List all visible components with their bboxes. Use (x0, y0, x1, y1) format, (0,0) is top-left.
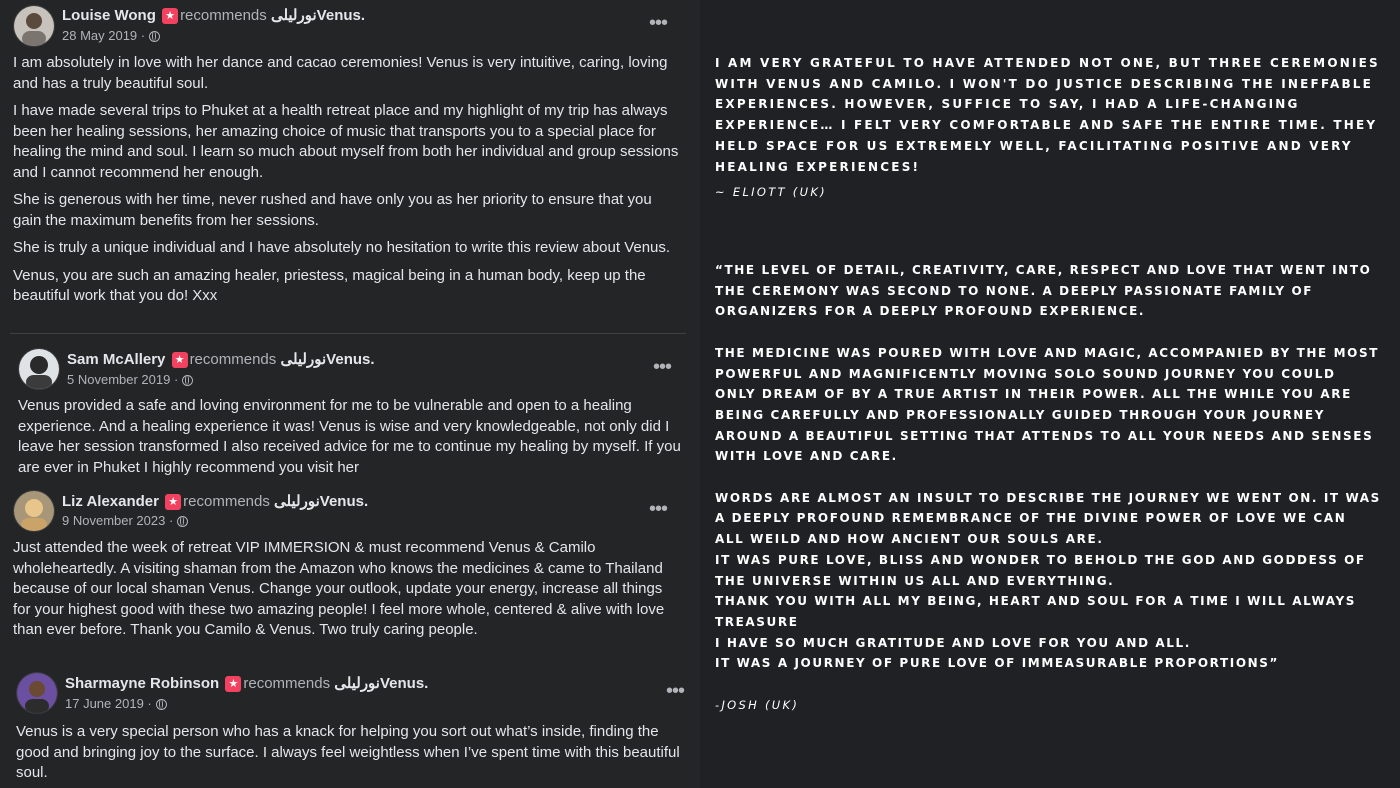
reviewer-name[interactable]: Louise Wong (62, 7, 156, 24)
globe-icon (149, 31, 160, 42)
quote-line: I HAVE SO MUCH GRATITUDE AND LOVE FOR YOU AND ALL. (715, 635, 1191, 650)
review-body (13, 538, 683, 641)
recommends-text: recommends (180, 7, 267, 24)
quote-line: EXPERIENCE… I FELT VERY COMFORTABLE AND SAFE THE ENTIRE TIME. THEY (715, 118, 1378, 133)
quote-line: HELD SPACE FOR US EXTREMELY WELL, FACILITATING POSITIVE AND VERY (715, 138, 1353, 153)
review-paragraph: Venus is a very special person who has a knack for helping you sort out what’s inside, finding the good and bringing joy to the surface. I always feel weightless when I’ve spent time with this beautiful soul. (16, 723, 680, 781)
quote-line: ONLY DREAM OF BY A TRUE ARTIST IN THEIR POWER. ALL THE WHILE YOU ARE (715, 387, 1352, 402)
post-date-line (65, 696, 167, 711)
testimonials-panel (700, 0, 1400, 788)
more-options-icon[interactable]: ••• (653, 356, 672, 378)
recommends-text: recommends (243, 675, 331, 692)
post-date[interactable]: 5 November 2019 · (67, 372, 179, 387)
quote-line: A DEEPLY PROFOUND REMEMBRANCE OF THE DIVINE POWER OF LOVE WE CAN (715, 511, 1347, 526)
post-date[interactable]: 28 May 2019 · (62, 28, 146, 43)
quote-line: TREASURE (715, 614, 799, 629)
review-header (67, 350, 375, 368)
quote-line: POWERFUL AND MAGNIFICENTLY MOVING SOLO SOUND JOURNEY YOU COULD (715, 366, 1336, 381)
page-name[interactable]: نورليلىVenus. (280, 351, 375, 368)
recommend-star-icon: ★ (172, 352, 188, 368)
review-paragraph: I have made several trips to Phuket at a health retreat place and my highlight of my trip has always been her healing sessions, her amazing choice of music that transports you to a special place for healing the mind and soul. I learn so much about myself from both her individual and group sessions and I cannot recommend her enough. (13, 102, 679, 181)
quote-line: WORDS ARE ALMOST AN INSULT TO DESCRIBE THE JOURNEY WE WENT ON. IT WAS (715, 490, 1381, 505)
recommend-star-icon: ★ (165, 494, 181, 510)
testimonial-attribution: -JOSH (UK) (715, 698, 800, 712)
quote-line: WITH VENUS AND CAMILO. I WON'T DO JUSTICE DESCRIBING THE INEFFABLE (715, 76, 1374, 91)
post-date[interactable]: 17 June 2019 · (65, 696, 152, 711)
review-header (62, 492, 368, 510)
globe-icon (177, 516, 188, 527)
quote-line: “THE LEVEL OF DETAIL, CREATIVITY, CARE, RESPECT AND LOVE THAT WENT INTO (715, 263, 1372, 277)
avatar[interactable] (13, 5, 55, 47)
more-options-icon[interactable]: ••• (649, 498, 668, 520)
avatar[interactable] (13, 490, 55, 532)
more-options-icon[interactable]: ••• (666, 680, 685, 702)
avatar[interactable] (18, 348, 60, 390)
review-body (18, 396, 683, 478)
testimonial-attribution: ~ ELIOTT (UK) (715, 185, 827, 199)
quote-line: I AM VERY GRATEFUL TO HAVE ATTENDED NOT ONE, BUT THREE CEREMONIES (715, 56, 1380, 70)
review-header (65, 674, 428, 692)
page-name[interactable]: نورليلىVenus. (334, 675, 429, 692)
review-paragraph: Just attended the week of retreat VIP IMMERSION & must recommend Venus & Camilo wholeheartedly. A visiting shaman from the Amazon who knows the medicines & came to Thailand because of our local shaman Venus. Change your outlook, update your energy, increase all things for your highest good with these two amazing people! I feel more whole, centered & alive with love than ever before. Thank you Camilo & Venus. Two truly caring people. (13, 539, 665, 638)
divider (10, 333, 686, 334)
reviewer-name[interactable]: Liz Alexander (62, 493, 159, 510)
quote-line: THE UNIVERSE WITHIN US ALL AND EVERYTHING. (715, 573, 1115, 588)
review-paragraph: She is truly a unique individual and I have absolutely no hesitation to write this review about Venus. (13, 239, 671, 256)
recommends-text: recommends (189, 351, 277, 368)
post-date[interactable]: 9 November 2023 · (62, 513, 174, 528)
post-date-line (62, 28, 160, 43)
quote-line: ORGANIZERS FOR A DEEPLY PROFOUND EXPERIENCE. (715, 304, 1146, 319)
more-options-icon[interactable]: ••• (649, 12, 668, 34)
post-date-line (67, 372, 193, 387)
reviewer-name[interactable]: Sharmayne Robinson (65, 675, 220, 692)
recommend-star-icon: ★ (225, 676, 241, 692)
quote-line: THE CEREMONY WAS SECOND TO NONE. A DEEPLY PASSIONATE FAMILY OF (715, 283, 1314, 298)
globe-icon (182, 375, 193, 386)
recommend-star-icon: ★ (162, 8, 178, 24)
post-date-line (62, 513, 188, 528)
review-paragraph: She is generous with her time, never rushed and have only you as her priority to ensure that you gain the maximum benefits from her sessions. (13, 191, 652, 229)
quote-line: IT WAS PURE LOVE, BLISS AND WONDER TO BEHOLD THE GOD AND GODDESS OF (715, 552, 1366, 567)
page-name[interactable]: نورليلىVenus. (270, 7, 366, 24)
avatar[interactable] (16, 672, 58, 714)
quote-line: THANK YOU WITH ALL MY BEING, HEART AND SOUL FOR A TIME I WILL ALWAYS (715, 594, 1357, 609)
review-paragraph: Venus, you are such an amazing healer, priestess, magical being in a human body, keep up the beautiful work that you do! Xxx (13, 266, 646, 304)
testimonial-quote (715, 260, 1380, 674)
recommends-text: recommends (183, 493, 270, 510)
quote-line: ALL WEILD AND HOW ANCIENT OUR SOULS ARE. (715, 532, 1104, 547)
review-body (16, 722, 688, 784)
reviewer-name[interactable]: Sam McAllery (67, 351, 166, 368)
quote-line: THE MEDICINE WAS POURED WITH LOVE AND MAGIC, ACCOMPANIED BY THE MOST (715, 345, 1379, 360)
page-name[interactable]: نورليلىVenus. (274, 493, 369, 510)
quote-line: IT WAS A JOURNEY OF PURE LOVE OF IMMEASURABLE PROPORTIONS” (715, 656, 1279, 671)
review-header (62, 6, 365, 24)
review-paragraph: I am absolutely in love with her dance and cacao ceremonies! Venus is very intuitive, caring, loving and has a truly beautiful soul. (13, 54, 668, 92)
quote-line (715, 467, 1380, 488)
quote-line: WITH LOVE AND CARE. (715, 449, 898, 464)
globe-icon (156, 699, 167, 710)
quote-line: BEING CAREFULLY AND PROFESSIONALLY GUIDED THROUGH YOUR JOURNEY (715, 407, 1326, 422)
quote-line: EXPERIENCES. HOWEVER, SUFFICE TO SAY, I HAD A LIFE-CHANGING (715, 97, 1300, 112)
quote-line: AROUND A BEAUTIFUL SETTING THAT ATTENDS TO ALL YOUR NEEDS AND SENSES (715, 428, 1374, 443)
testimonial-quote (715, 53, 1380, 177)
quote-line: HEALING EXPERIENCES! (715, 159, 921, 174)
quote-line (715, 322, 1380, 343)
review-body (13, 53, 683, 307)
review-paragraph: Venus provided a safe and loving environment for me to be vulnerable and open to a healing experience. And a healing experience it was! Venus is wise and very knowledgeable, not only did I leave her session transformed I also received advice for me to continue my healing by myself. If you are ever in Phuket I highly recommend you visit her (18, 397, 681, 476)
